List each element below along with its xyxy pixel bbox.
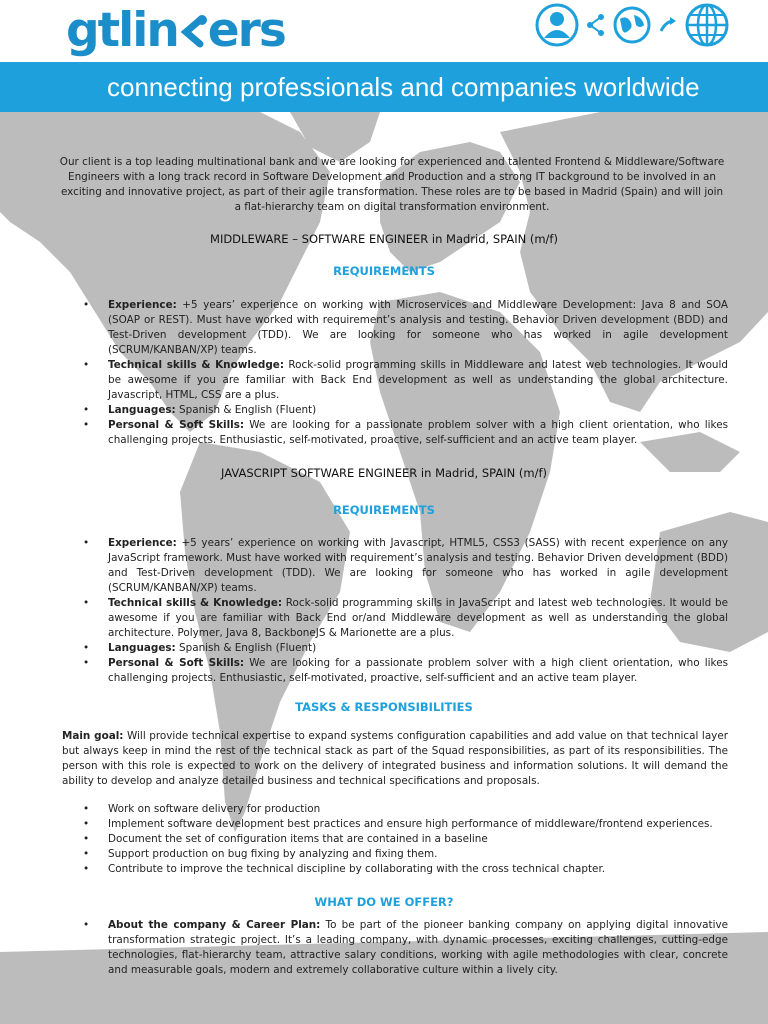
list-item: • Support production on bug fixing by analyzing and fixing them.	[80, 847, 728, 862]
list-item: • Technical skills & Knowledge: Rock-solid programming skills in JavaScript and latest web technologies. It would be awesome if you are familiar with Back End or/and Middleware development as well as understanding the global architecture. Polymer, Java 8, BackboneJS & Marionette are a plus.	[80, 596, 728, 641]
share-icon[interactable]	[586, 13, 606, 42]
list-item: • Document the set of configuration items that are contained in a baseline	[80, 832, 728, 847]
header-icons	[534, 4, 730, 50]
logo-text-b: ers	[207, 3, 285, 58]
job2-title: JAVASCRIPT SOFTWARE ENGINEER in Madrid, SPAIN (m/f)	[221, 466, 547, 480]
arrow-icon[interactable]	[658, 15, 678, 40]
user-icon[interactable]	[534, 2, 580, 53]
tagline-banner	[0, 62, 768, 112]
list-item: • About the company & Career Plan: To be part of the pioneer banking company on applying digital innovative transformation strategic project. It’s a leading company, with dynamic processes, exciting challenges, cutting-edge technologies, flat-hierarchy team, attractive salary conditions, working with agile methodologies with clear, concrete and measurable goals, modern and extremely collaborative culture within a lively city.	[80, 918, 728, 978]
job2-requirements-list	[80, 536, 728, 686]
job2-requirements-heading: REQUIREMENTS	[333, 503, 435, 517]
tagline: connecting professionals and companies worldwide	[107, 72, 700, 102]
list-item: • Personal & Soft Skills: We are looking for a passionate problem solver with a high client orientation, who likes challenging projects. Enthusiastic, self-motivated, proactive, self-sufficient and an active team player.	[80, 418, 728, 448]
list-item: • Languages: Spanish & English (Fluent)	[80, 403, 728, 418]
main-goal-paragraph: Main goal: Will provide technical expertise to expand systems configuration capabilities and add value on that technical layer but always keep in mind the rest of the technical stack as part of the Squad responsibilities, as part of its responsibilities. The person with this role is expected to work on the delivery of integrated business and information solutions. It will demand the ability to develop and analyze detailed business and technical specifications and proposals.	[62, 730, 729, 787]
list-item: • Personal & Soft Skills: We are looking for a passionate problem solver with a high client orientation, who likes challenging projects. Enthusiastic, self-motivated, proactive, self-sufficient and an active team player.	[80, 656, 728, 686]
offer-list	[80, 918, 728, 978]
header	[0, 0, 768, 62]
list-item: • Work on software delivery for production	[80, 802, 728, 817]
intro-paragraph: Our client is a top leading multinational bank and we are looking for experienced and talented Frontend & Middleware/Software Engineers with a long track record in Software Development and Production and a strong IT background to be involved in an exciting and innovative project, as part of their agile transformation. These roles are to be based in Madrid (Spain) and will join a flat-hierarchy team on digital transformation environment.	[59, 156, 725, 213]
logo-text-a: gtlin	[66, 3, 178, 58]
tasks-list	[80, 802, 728, 877]
tasks-heading: TASKS & RESPONSIBILITIES	[295, 700, 473, 714]
gtlinkers-logo[interactable]	[66, 4, 285, 58]
list-item: • Experience: +5 years’ experience on working with Javascript, HTML5, CSS3 (SASS) with recent experience on any JavaScript framework. Must have worked with requirement’s analysis and testing. Behavior Driven development (BDD) and Test-Driven development (TDD). We are looking for someone who has worked in agile development (SCRUM/KANBAN/XP) teams.	[80, 536, 728, 596]
list-item: • Experience: +5 years’ experience on working with Microservices and Middleware Development: Java 8 and SOA (SOAP or REST). Must have worked with requirement’s analysis and testing. Behavior Driven development (BDD) and Test-Driven development (TDD). We are looking for someone who has worked in agile development (SCRUM/KANBAN/XP) teams.	[80, 298, 728, 358]
list-item: • Implement software development best practices and ensure high performance of middleware/frontend experiences.	[80, 817, 728, 832]
list-item: • Languages: Spanish & English (Fluent)	[80, 641, 728, 656]
logo-k-mark	[178, 8, 208, 62]
globe-network-icon[interactable]	[612, 5, 652, 50]
globe-icon[interactable]	[684, 2, 730, 53]
job1-requirements-list	[80, 298, 728, 448]
job1-requirements-heading: REQUIREMENTS	[333, 264, 435, 278]
offer-heading: WHAT DO WE OFFER?	[314, 895, 454, 909]
list-item: • Technical skills & Knowledge: Rock-solid programming skills in Middleware and latest web technologies. It would be awesome if you are familiar with Back End development as well as understanding the global architecture. Javascript, HTML, CSS are a plus.	[80, 358, 728, 403]
list-item: • Contribute to improve the technical discipline by collaborating with the cross technical chapter.	[80, 862, 728, 877]
job1-title: MIDDLEWARE – SOFTWARE ENGINEER in Madrid, SPAIN (m/f)	[210, 232, 558, 246]
